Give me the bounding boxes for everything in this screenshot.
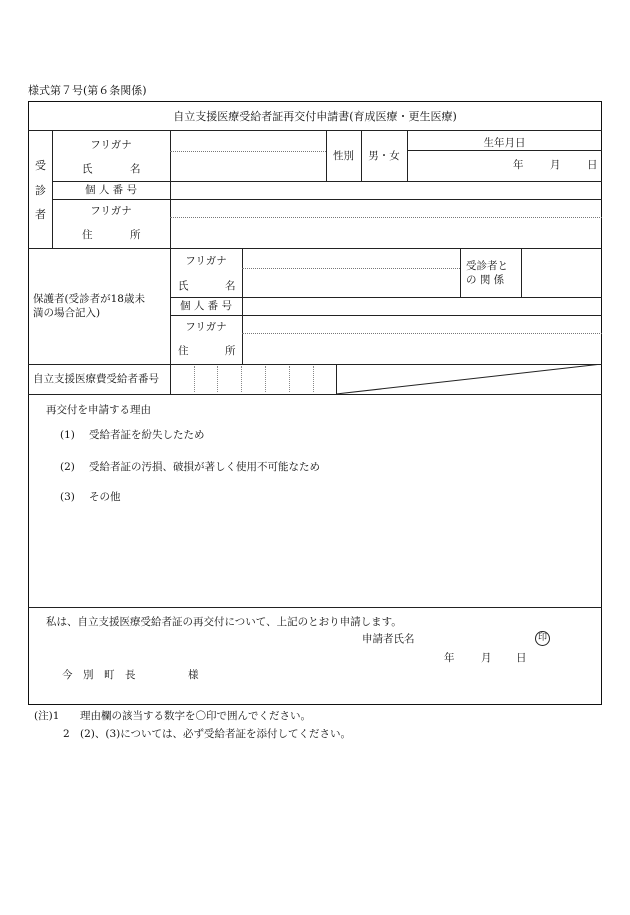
reason-section-bottom bbox=[28, 607, 602, 608]
birth-year-label: 年 bbox=[513, 159, 524, 171]
recipient-label-char-2: 診 bbox=[35, 184, 46, 197]
recipient-furigana-field[interactable] bbox=[171, 132, 325, 150]
form-title: 自立支援医療受給者証再交付申請書(育成医療・更生医療) bbox=[173, 110, 457, 123]
relation-field[interactable] bbox=[522, 250, 601, 296]
form-number: 様式第７号(第６条関係) bbox=[28, 84, 147, 97]
guardian-address-field[interactable] bbox=[243, 335, 601, 363]
applicant-name-field[interactable] bbox=[420, 630, 530, 646]
guardian-address-furigana-field[interactable] bbox=[243, 317, 601, 332]
guardian-address-label-1: 住 bbox=[178, 345, 189, 357]
gender-label: 性別 bbox=[333, 150, 354, 162]
declaration-day-label: 日 bbox=[516, 652, 527, 664]
birthdate-label: 生年月日 bbox=[483, 137, 526, 149]
guardian-label-line1: 保護者(受診者が18歳未 bbox=[33, 293, 145, 305]
birth-day-label: 日 bbox=[587, 159, 598, 171]
note-1-text: 理由欄の該当する数字を〇印で囲んでください。 bbox=[80, 710, 311, 722]
note-1-prefix: (注)1 bbox=[34, 710, 60, 722]
recipient-section-bottom bbox=[28, 248, 602, 249]
recipient-address-label-2: 所 bbox=[130, 229, 141, 241]
recipient-name-field[interactable] bbox=[171, 153, 325, 179]
guardian-personal-number-label: 個 人 番 号 bbox=[179, 300, 232, 312]
recipient-address-furigana-field[interactable] bbox=[171, 201, 601, 216]
guardian-personal-number-field[interactable] bbox=[243, 298, 601, 314]
recipient-furigana-dotline bbox=[170, 151, 326, 152]
guardian-name-label-2: 名 bbox=[225, 280, 236, 292]
note-2-text: (2)、(3)については、必ず受給者証を添付してください。 bbox=[80, 728, 352, 740]
recipient-number-diagonal bbox=[336, 364, 602, 394]
gender-options[interactable]: 男・女 bbox=[368, 150, 400, 162]
guardian-furigana-label: フリガナ bbox=[185, 255, 227, 267]
reason-number-1: (1) bbox=[60, 429, 75, 441]
recipient-number-label: 自立支援医療費受給者番号 bbox=[33, 373, 159, 385]
recipient-number-field[interactable] bbox=[171, 365, 335, 393]
declaration-month-label: 月 bbox=[481, 652, 492, 664]
recipient-number-bottom bbox=[52, 199, 602, 200]
guardian-address-dotline bbox=[242, 333, 602, 334]
recipient-label-char-3: 者 bbox=[35, 208, 46, 221]
guardian-name-label-1: 氏 bbox=[178, 280, 189, 292]
recipient-address-label-1: 住 bbox=[82, 229, 93, 241]
recipient-furigana-label: フリガナ bbox=[90, 139, 132, 151]
guardian-furigana-field[interactable] bbox=[243, 250, 459, 267]
guardian-address-label-2: 所 bbox=[225, 345, 236, 357]
recipient-address-furigana-label: フリガナ bbox=[90, 205, 132, 217]
seal-mark-text: 印 bbox=[537, 633, 547, 643]
seal-mark-icon bbox=[535, 631, 550, 646]
addressee: 今 別 町 長 bbox=[62, 669, 136, 681]
applicant-name-label: 申請者氏名 bbox=[362, 633, 415, 645]
title-divider bbox=[28, 130, 602, 131]
reason-heading: 再交付を申請する理由 bbox=[46, 404, 151, 416]
reason-text-3: その他 bbox=[89, 491, 121, 503]
relation-label-line2: の 関 係 bbox=[466, 274, 505, 286]
recipient-personal-number-field[interactable] bbox=[171, 182, 601, 198]
declaration-year-label: 年 bbox=[444, 652, 455, 664]
reason-number-2: (2) bbox=[60, 461, 75, 473]
reason-number-3: (3) bbox=[60, 491, 75, 503]
guardian-address-furigana-label: フリガナ bbox=[185, 321, 227, 333]
recipient-personal-number-label: 個 人 番 号 bbox=[84, 184, 137, 196]
guardian-number-bottom bbox=[170, 315, 602, 316]
relation-label-line1: 受診者と bbox=[466, 260, 508, 272]
guardian-label-line2: 満の場合記入) bbox=[33, 307, 101, 319]
recipient-address-dotline bbox=[170, 217, 602, 218]
birthdate-field[interactable] bbox=[408, 152, 601, 180]
recipient-label-char-1: 受 bbox=[35, 159, 46, 172]
recipient-name-label-1: 氏 bbox=[82, 163, 93, 175]
guardian-furigana-dotline bbox=[242, 268, 460, 269]
recipient-number-row-bottom bbox=[28, 394, 602, 395]
declaration-statement: 私は、自立支援医療受給者証の再交付について、上記のとおり申請します。 bbox=[46, 616, 402, 628]
reason-text-2: 受給者証の汚損、破損が著しく使用不可能なため bbox=[89, 461, 320, 473]
recipient-address-field[interactable] bbox=[171, 219, 601, 246]
addressee-honorific: 様 bbox=[188, 669, 199, 681]
recipient-name-label-2: 名 bbox=[130, 163, 141, 175]
guardian-name-field[interactable] bbox=[243, 270, 459, 295]
reason-text-1: 受給者証を紛失したため bbox=[89, 429, 205, 441]
birth-month-label: 月 bbox=[550, 159, 561, 171]
relation-left-divider bbox=[460, 248, 461, 297]
note-2-prefix: 2 bbox=[63, 728, 70, 740]
birthdate-divider bbox=[407, 150, 602, 151]
